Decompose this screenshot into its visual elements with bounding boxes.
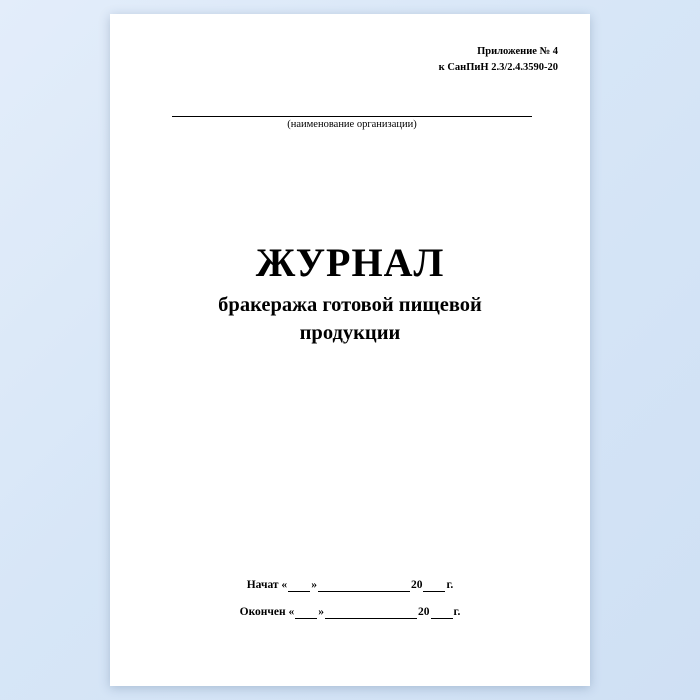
started-year-rule [423, 590, 445, 592]
organization-name-field [172, 102, 532, 130]
started-day-rule [288, 590, 310, 592]
started-date-line [110, 577, 590, 595]
finished-year-rule [431, 617, 453, 619]
document-page-content [110, 14, 590, 686]
finished-month-rule [325, 617, 417, 619]
started-month-rule [318, 590, 410, 592]
finished-quote-close: » [318, 606, 325, 619]
started-quote-close: » [311, 579, 317, 592]
started-label: Начат « [246, 579, 288, 592]
document-footer-block [110, 577, 590, 622]
finished-year: 20 [418, 606, 430, 619]
finished-label: Окончен « [239, 606, 295, 619]
finished-day-rule [295, 617, 317, 619]
page-title: ЖУРНАЛ [255, 240, 445, 285]
started-year: 20 [410, 579, 423, 592]
page-subtitle: бракеража готовой пищевой продукции [218, 294, 482, 344]
document-page [110, 14, 590, 686]
appendix-number: Приложение № 4 [477, 46, 558, 57]
finished-year-suffix: г. [453, 606, 461, 619]
started-year-suffix: г. [446, 579, 454, 592]
organization-name-rule [172, 102, 532, 117]
appendix-reference [439, 44, 558, 76]
appendix-regulation: к СанПиН 2.3/2.4.3590-20 [438, 61, 558, 73]
finished-date-line [110, 604, 590, 622]
document-title-block [110, 242, 590, 347]
organization-name-caption: (наименование организации) [287, 119, 417, 130]
